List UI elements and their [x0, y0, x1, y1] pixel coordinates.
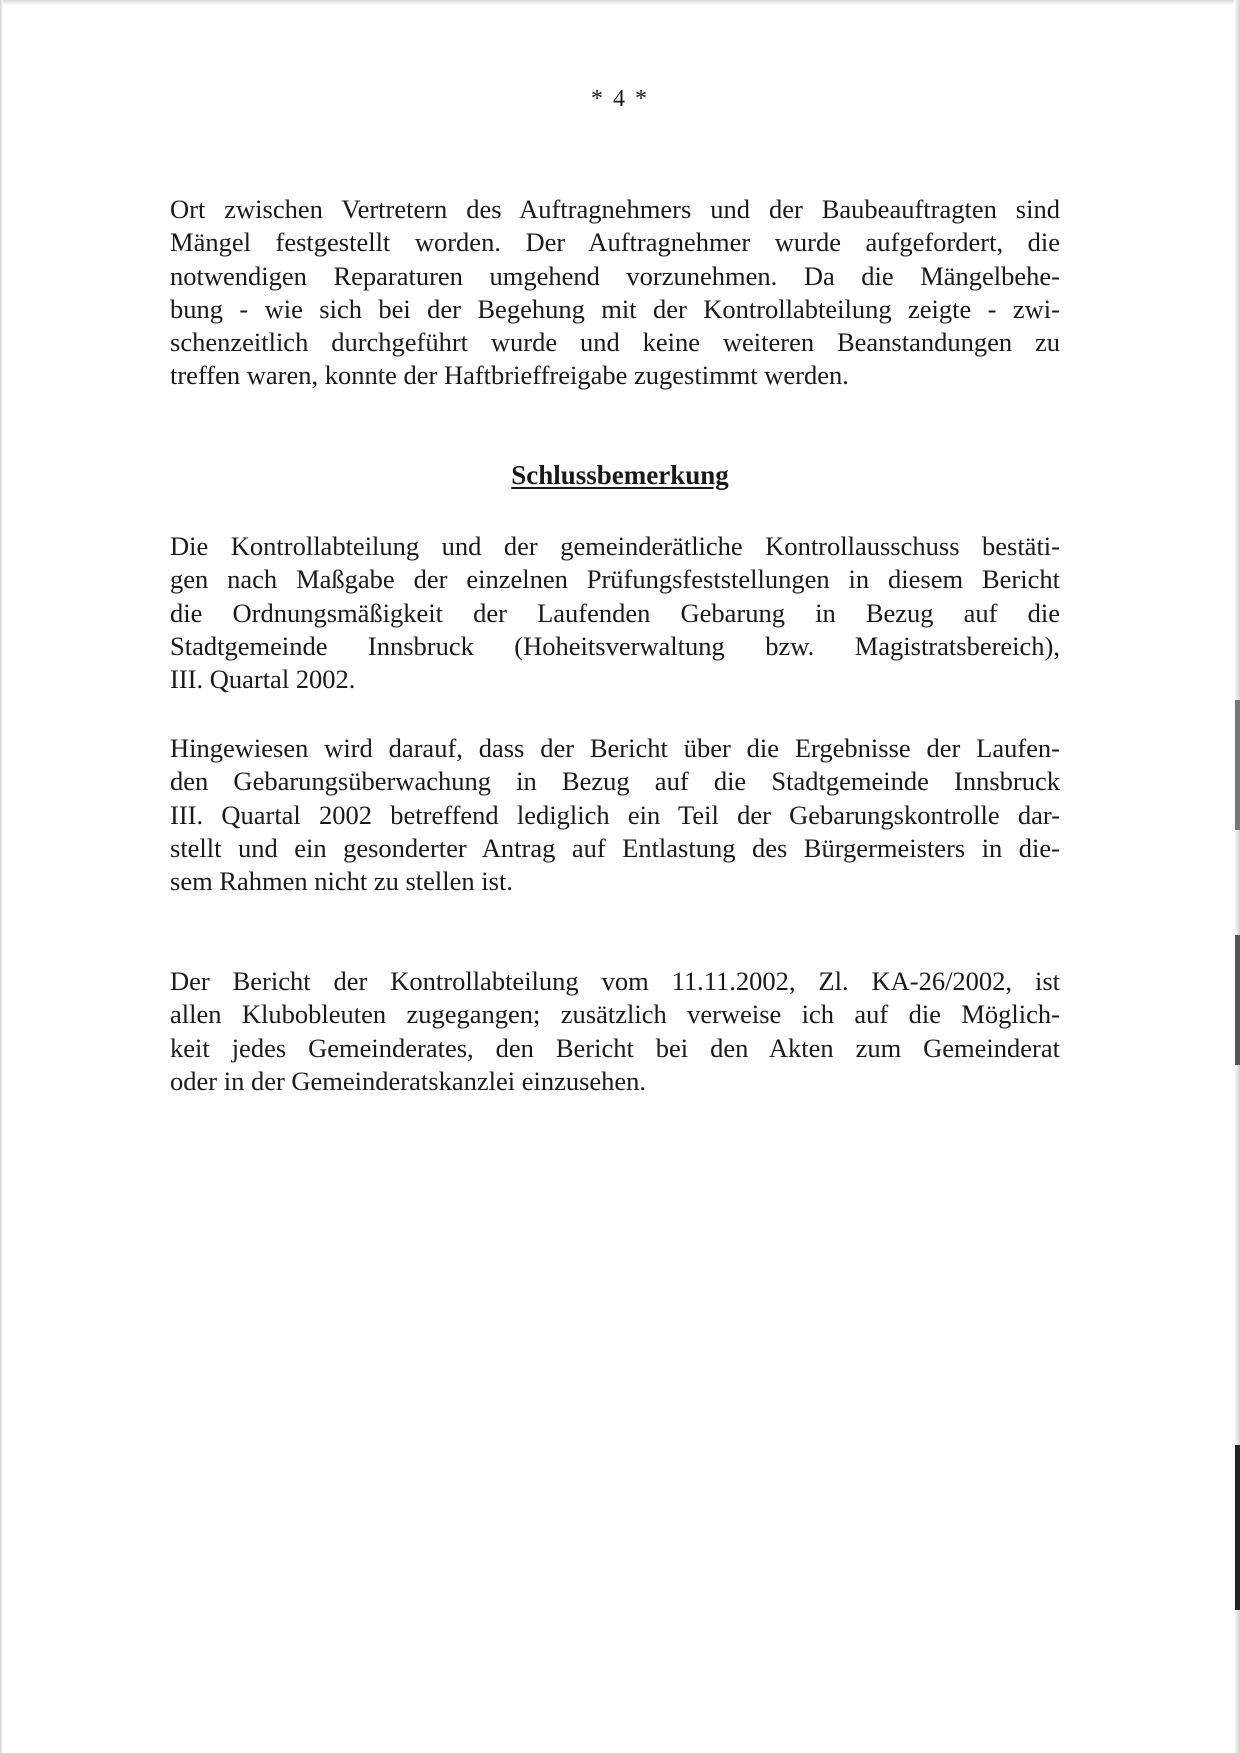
scan-edge-mark: [1235, 700, 1240, 830]
paragraph-haftbrief: [170, 193, 1060, 393]
scan-edge-left: [0, 0, 3, 1753]
paragraph-line: Stadtgemeinde Innsbruck (Hoheitsverwaltung bzw. Magistratsbereich),: [170, 630, 1060, 661]
paragraph-ordnungsmaessigkeit: [170, 530, 1060, 696]
paragraph-line: Mängel festgestellt worden. Der Auftragnehmer wurde aufgefordert, die: [170, 227, 1060, 258]
paragraph-hinweis: [170, 732, 1060, 898]
paragraph-line: oder in der Gemeinderatskanzlei einzusehen.: [170, 1065, 647, 1096]
paragraph-line: Ort zwischen Vertretern des Auftragnehmers und der Baubeauftragten sind: [170, 194, 1060, 224]
paragraph-line: III. Quartal 2002 betreffend lediglich ein Teil der Gebarungskontrolle dar-: [170, 799, 1060, 830]
paragraph-line: sem Rahmen nicht zu stellen ist.: [170, 866, 513, 897]
paragraph-line: keit jedes Gemeinderates, den Bericht bei den Akten zum Gemeinderat: [170, 1032, 1060, 1063]
paragraph-line: notwendigen Reparaturen umgehend vorzunehmen. Da die Mängelbehe-: [170, 260, 1060, 291]
scan-edge-mark: [1235, 935, 1240, 1065]
scan-edge-top: [0, 0, 1240, 5]
section-heading: Schlussbemerkung: [511, 460, 729, 490]
paragraph-line: bung - wie sich bei der Begehung mit der Kontrollabteilung zeigte - zwi-: [170, 293, 1060, 324]
paragraph-line: gen nach Maßgabe der einzelnen Prüfungsfeststellungen in diesem Bericht: [170, 564, 1060, 595]
paragraph-line: III. Quartal 2002.: [170, 664, 356, 695]
paragraph-line: Hingewiesen wird darauf, dass der Bericht über die Ergebnisse der Laufen-: [170, 733, 1060, 763]
paragraph-line: die Ordnungsmäßigkeit der Laufenden Gebarung in Bezug auf die: [170, 597, 1060, 628]
paragraph-line: treffen waren, konnte der Haftbrieffreigabe zugestimmt werden.: [170, 360, 849, 391]
scan-edge-mark: [1235, 1445, 1240, 1610]
paragraph-line: schenzeitlich durchgeführt wurde und keine weiteren Beanstandungen zu: [170, 327, 1060, 358]
paragraph-line: Die Kontrollabteilung und der gemeinderätliche Kontrollausschuss bestäti-: [170, 531, 1060, 561]
paragraph-line: den Gebarungsüberwachung in Bezug auf die Stadtgemeinde Innsbruck: [170, 766, 1060, 797]
page-number: * 4 *: [591, 86, 649, 112]
paragraph-bericht: [170, 965, 1060, 1098]
paragraph-line: allen Klubobleuten zugegangen; zusätzlich verweise ich auf die Möglich-: [170, 999, 1060, 1030]
paragraph-line: stellt und ein gesonderter Antrag auf Entlastung des Bürgermeisters in die-: [170, 832, 1060, 863]
paragraph-line: Der Bericht der Kontrollabteilung vom 11.11.2002, Zl. KA-26/2002, ist: [170, 966, 1060, 996]
